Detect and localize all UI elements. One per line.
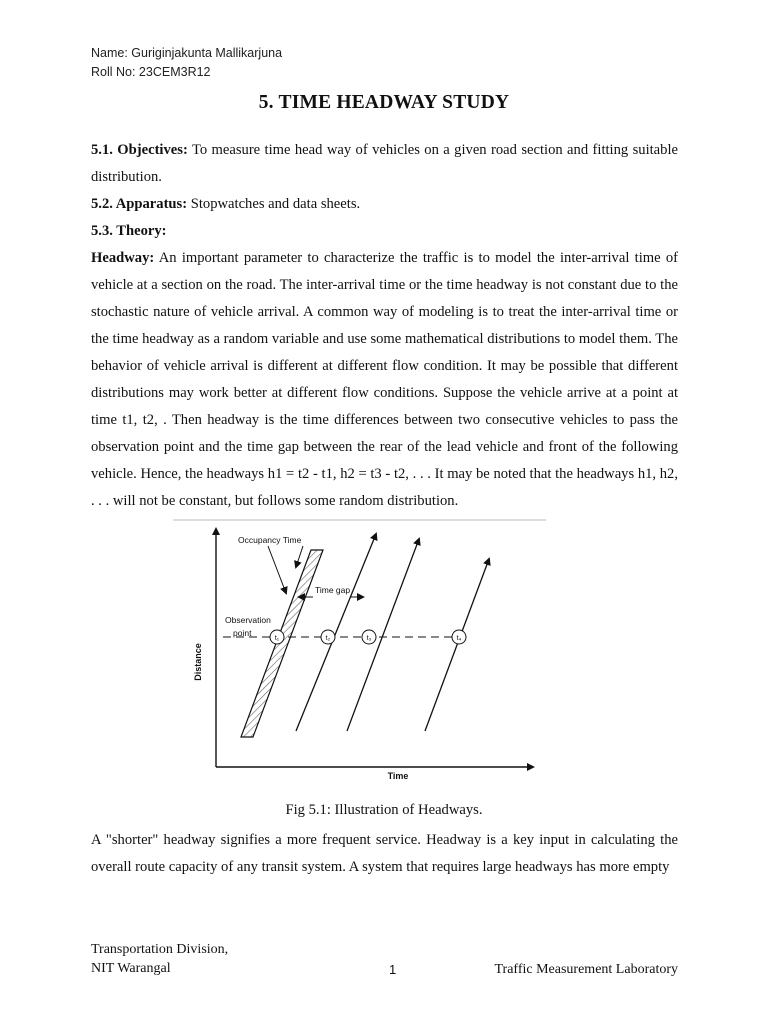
time-gap-label: Time gap: [315, 585, 351, 595]
figure-background: [173, 517, 546, 790]
student-name: Name: Guriginjakunta Mallikarjuna: [91, 46, 283, 60]
theory-heading: [91, 218, 678, 245]
headway-diagram: [173, 517, 546, 790]
objectives-label: 5.1. Objectives:: [91, 142, 188, 158]
headway-text: An important parameter to characterize the traffic is to model the inter-arrival time of vehicle at a section on the road. The inter-arrival time or the time headway is not constant due to the stochastic nature of vehicle arrival. A common way of modeling is to treat the inter-arrival time or the time headway as a random variable and use some mathematical distributions to model them. The behavior of vehicle arrival is different at different flow condition. It may be possible that different distributions may work better at different flow conditions. Suppose the vehicle arrive at a point at time t1, t2, . Then headway is the time differences between two consecutive vehicles to pass the observation point and the time gap between the rear of the lead vehicle and front of the following vehicle. Hence, the headways h1 = t2 - t1, h2 = t3 - t2, . . . It may be noted that the headways h1, h2, . . . will not be constant, but follows some random distribution.: [91, 250, 678, 509]
t3-label: t₃: [366, 635, 372, 642]
observation-label: Observation: [225, 615, 271, 625]
objectives-text: To measure time head way of vehicles on a given road section and fitting suitable distribution.: [91, 142, 678, 185]
apparatus-text: Stopwatches and data sheets.: [187, 196, 361, 212]
headway-figure: [173, 517, 546, 790]
distance-axis-label: Distance: [193, 643, 203, 681]
t1-label: t₁: [274, 635, 280, 642]
apparatus-paragraph: [91, 191, 678, 218]
objectives-paragraph: [91, 137, 678, 191]
headway-paragraph: [91, 245, 678, 515]
footer-institute: NIT Warangal: [91, 961, 171, 976]
page-title: 5. TIME HEADWAY STUDY: [258, 92, 510, 113]
footer-lab-name: Traffic Measurement Laboratory: [494, 962, 678, 977]
occupancy-time-label: Occupancy Time: [238, 535, 302, 545]
figure-caption: Fig 5.1: Illustration of Headways.: [285, 802, 483, 818]
t2-label: t₂: [325, 635, 331, 642]
t4-label: t₄: [456, 635, 462, 642]
headway-label: Headway:: [91, 250, 155, 266]
apparatus-label: 5.2. Apparatus:: [91, 196, 188, 212]
footer-division: Transportation Division,: [91, 942, 229, 957]
footer-institution: [91, 940, 228, 978]
closing-paragraph: [91, 827, 678, 881]
page-number: 1: [389, 962, 397, 977]
closing-text: A "shorter" headway signifies a more frequent service. Headway is a key input in calculating the overall route capacity of any transit system. A system that requires large headways has more empty: [91, 832, 678, 875]
roll-number: Roll No: 23CEM3R12: [91, 65, 211, 79]
document-header: [91, 44, 282, 82]
time-axis-label: Time: [387, 771, 409, 781]
point-label: point: [233, 628, 252, 638]
theory-label: 5.3. Theory:: [91, 223, 167, 239]
